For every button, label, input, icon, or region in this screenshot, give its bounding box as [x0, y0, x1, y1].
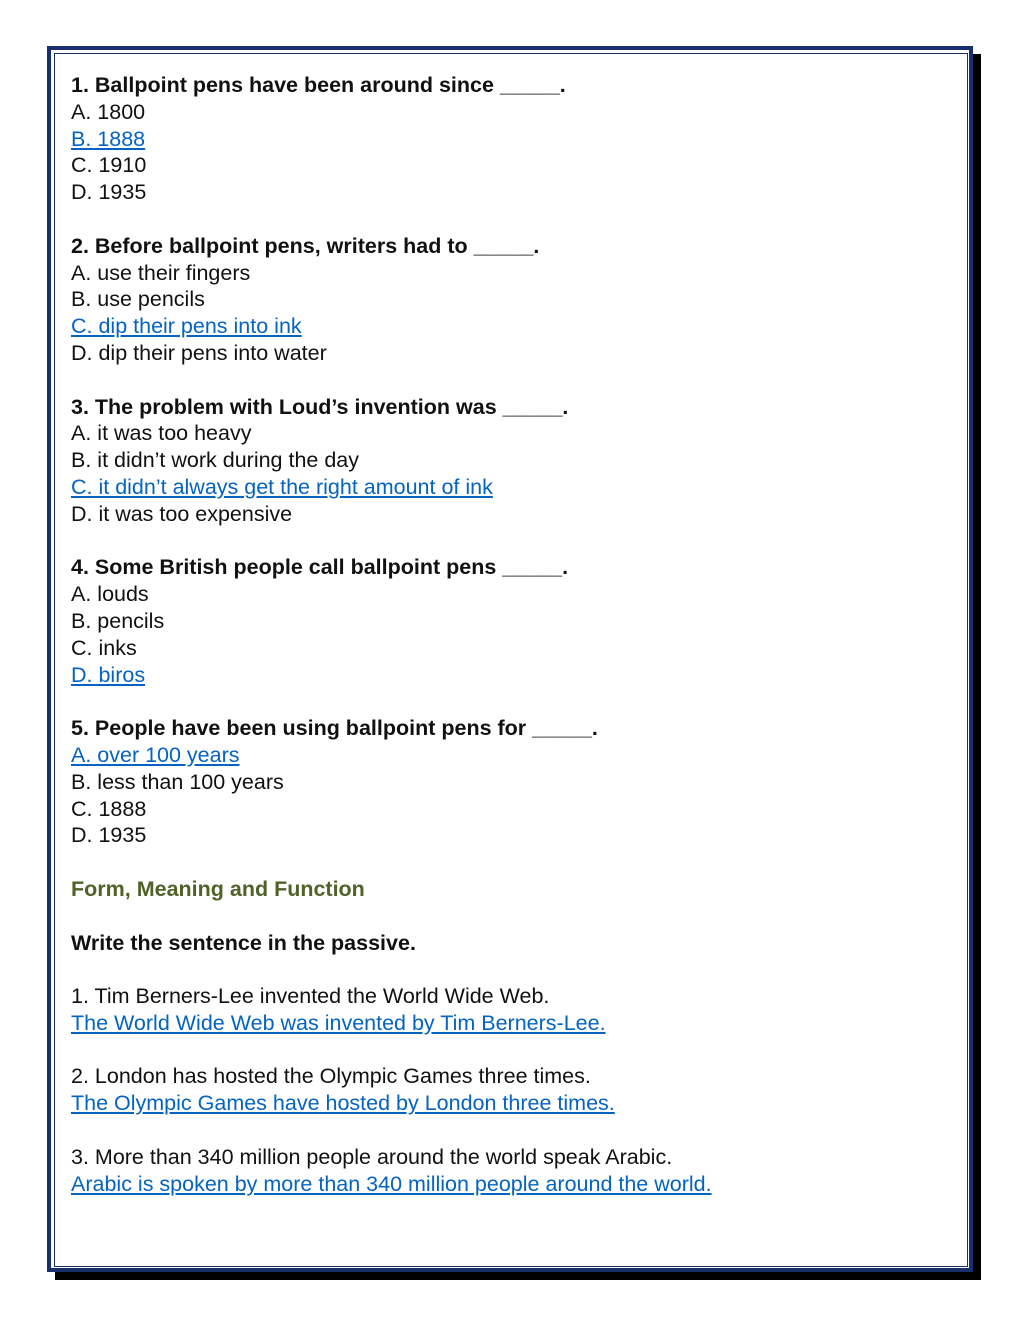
passive-item	[71, 983, 951, 1037]
answer-option: B. it didn’t work during the day	[71, 448, 360, 473]
question-block	[71, 394, 951, 528]
worksheet-content	[71, 72, 951, 1197]
active-sentence: 2. London has hosted the Olympic Games three times.	[71, 1064, 591, 1089]
answer-option: C. 1910	[71, 153, 147, 178]
question-block	[71, 715, 951, 849]
answer-option: B. less than 100 years	[71, 769, 284, 794]
passive-answer-link[interactable]: Arabic is spoken by more than 340 million people around the world.	[71, 1171, 712, 1196]
question-text: 3. The problem with Loud’s invention was _____.	[71, 394, 569, 419]
correct-answer-link[interactable]: D. biros	[71, 662, 146, 687]
passive-answer-link[interactable]: The Olympic Games have hosted by London three times.	[71, 1091, 615, 1116]
correct-answer-link[interactable]: C. it didn’t always get the right amount of ink	[71, 474, 493, 499]
question-block	[71, 554, 951, 688]
section-heading: Form, Meaning and Function	[71, 876, 365, 901]
answer-option: B. pencils	[71, 608, 165, 633]
answer-option: A. 1800	[71, 99, 146, 124]
answer-option: D. 1935	[71, 823, 147, 848]
question-block	[71, 72, 951, 206]
answer-option: A. louds	[71, 582, 149, 607]
passive-answer-link[interactable]: The World Wide Web was invented by Tim Berners-Lee.	[71, 1010, 606, 1035]
answer-option: C. 1888	[71, 796, 147, 821]
question-block	[71, 233, 951, 367]
answer-option: A. it was too heavy	[71, 421, 252, 446]
answer-option: D. 1935	[71, 180, 147, 205]
answer-option: D. it was too expensive	[71, 501, 293, 526]
answer-option: B. use pencils	[71, 287, 205, 312]
answer-option: C. inks	[71, 635, 137, 660]
question-text: 1. Ballpoint pens have been around since _____.	[71, 73, 566, 97]
correct-answer-link[interactable]: B. 1888	[71, 126, 146, 151]
active-sentence: 3. More than 340 million people around the world speak Arabic.	[71, 1144, 673, 1169]
passive-item	[71, 1144, 951, 1198]
answer-option: A. use their fingers	[71, 260, 251, 285]
question-text: 2. Before ballpoint pens, writers had to _____.	[71, 233, 540, 258]
question-text: 5. People have been using ballpoint pens for _____.	[71, 716, 598, 741]
correct-answer-link[interactable]: A. over 100 years	[71, 742, 240, 767]
correct-answer-link[interactable]: C. dip their pens into ink	[71, 314, 302, 339]
passive-item	[71, 1063, 951, 1117]
answer-option: D. dip their pens into water	[71, 340, 327, 365]
section-instruction: Write the sentence in the passive.	[71, 930, 416, 955]
active-sentence: 1. Tim Berners-Lee invented the World Wide Web.	[71, 984, 550, 1009]
question-text: 4. Some British people call ballpoint pens _____.	[71, 555, 569, 580]
